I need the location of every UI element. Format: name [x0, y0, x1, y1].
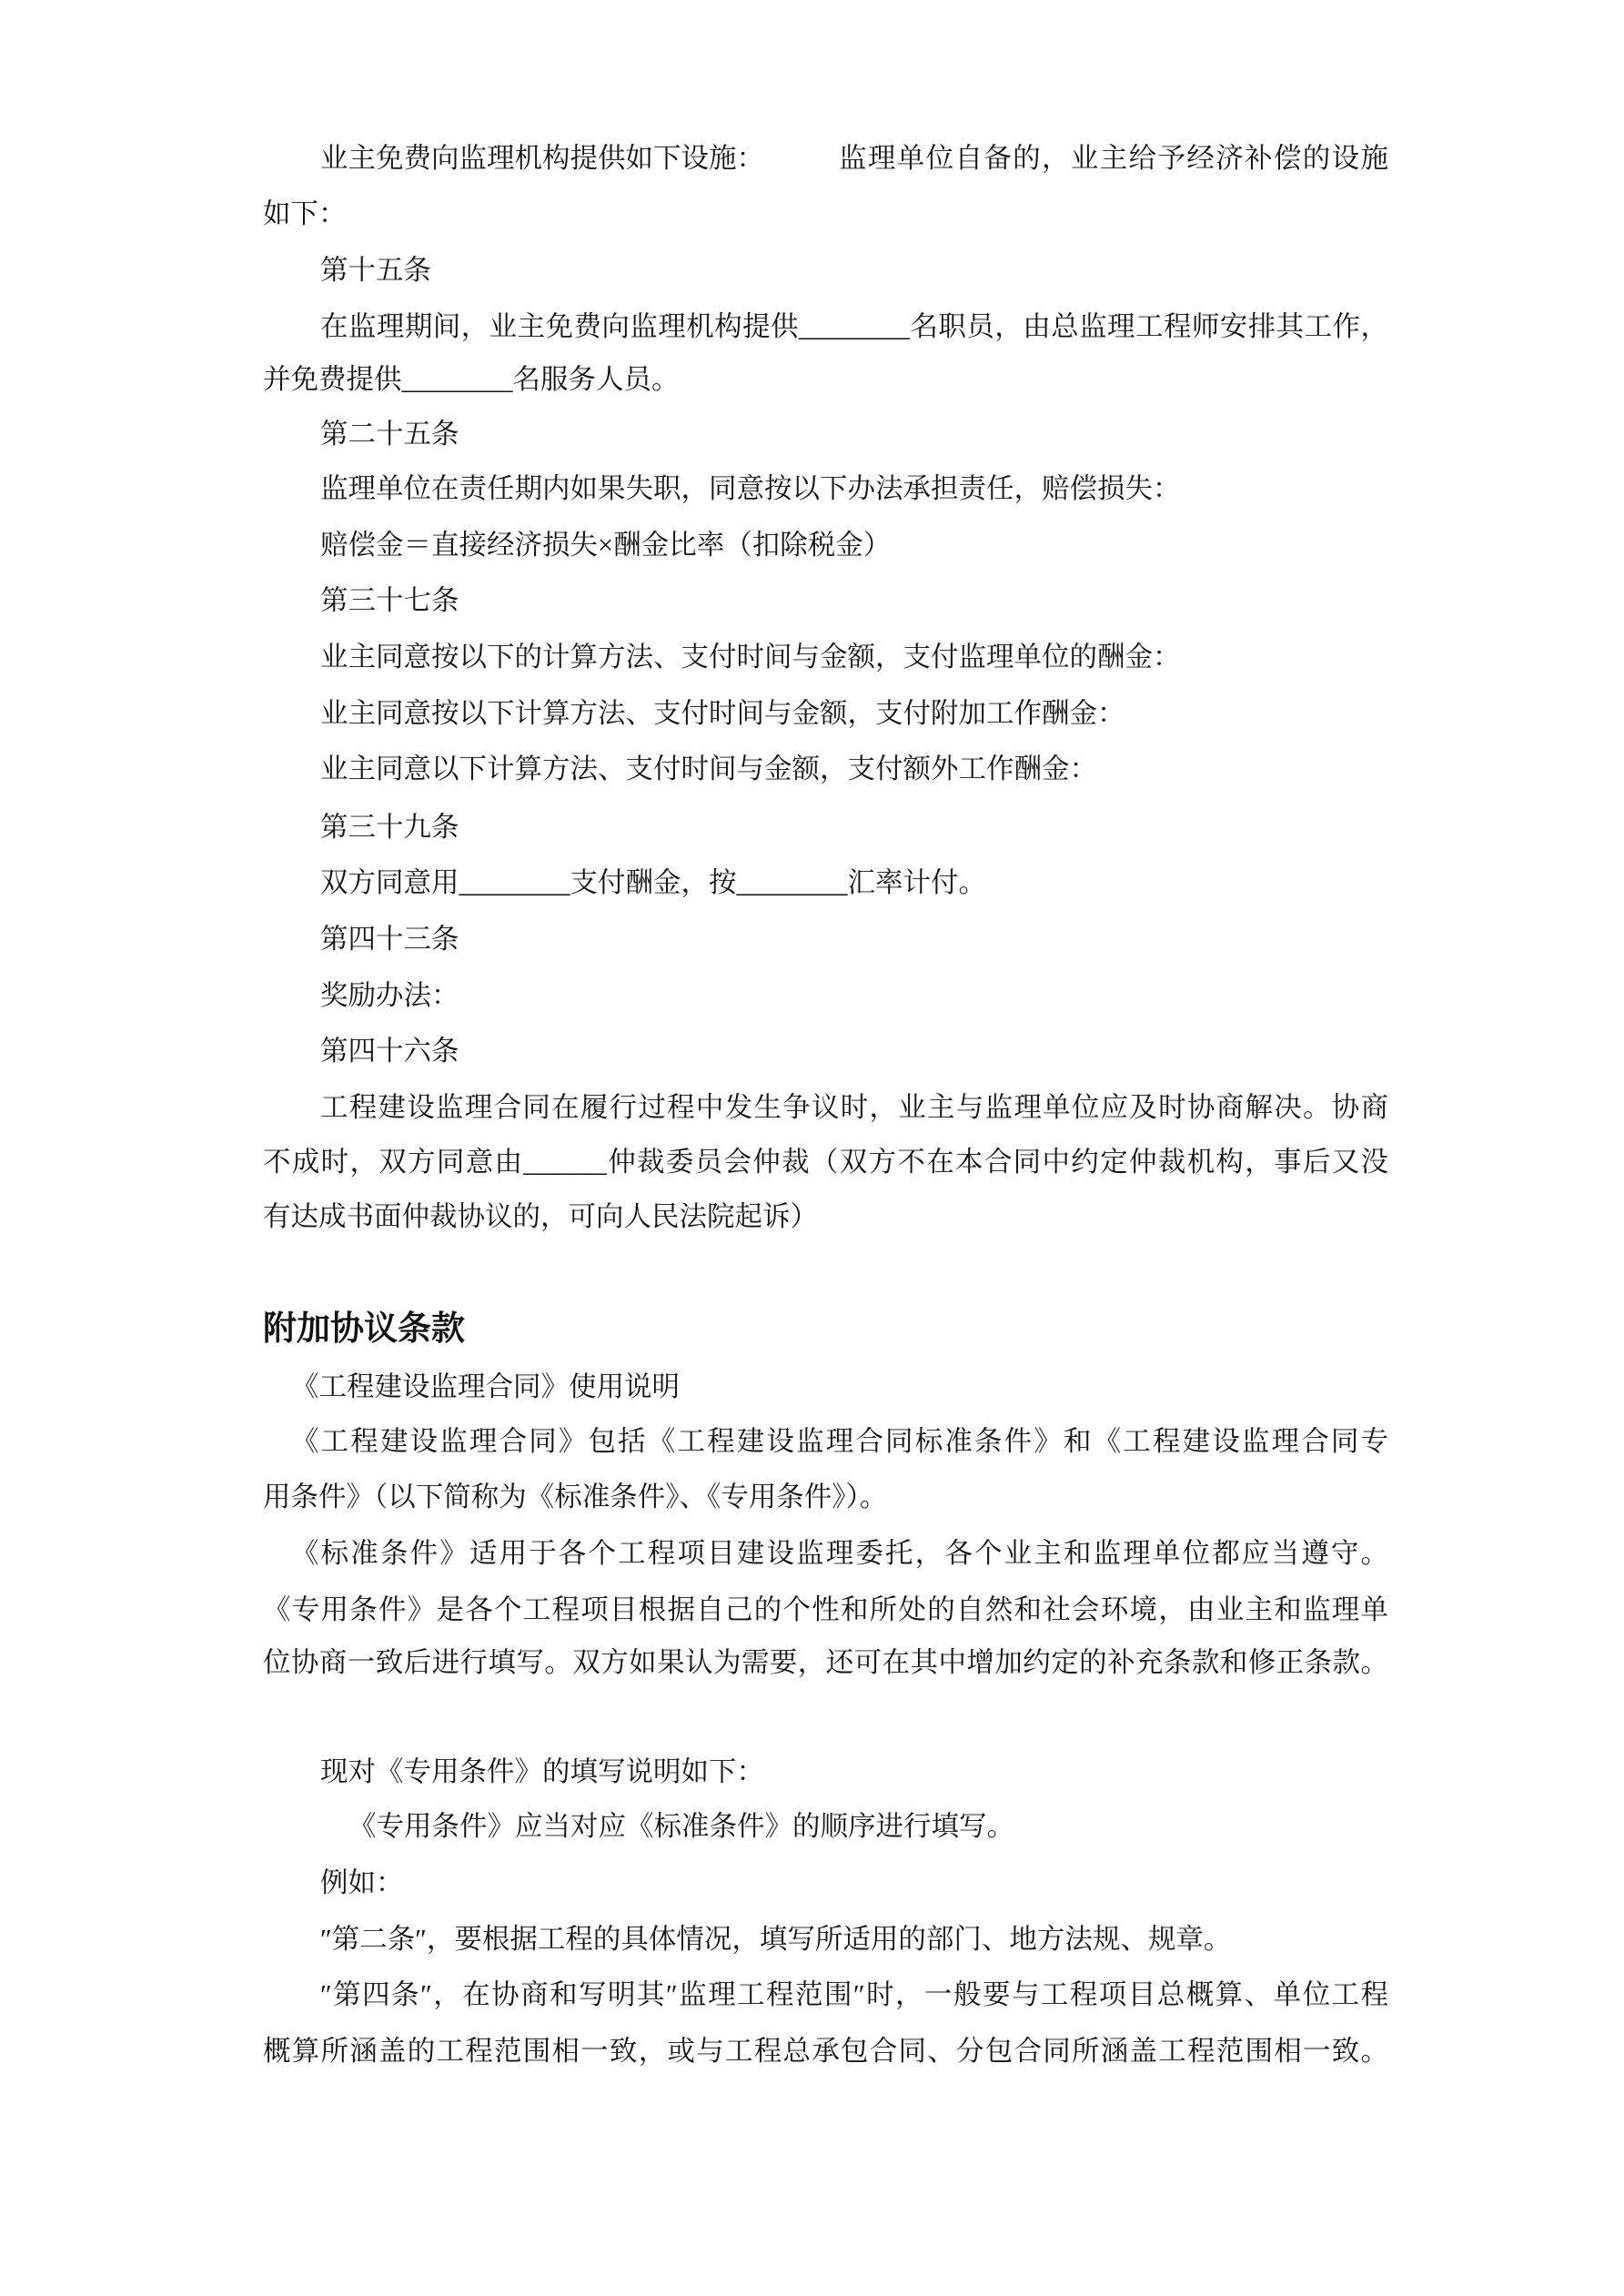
clause-number: 第十五条 — [320, 255, 431, 286]
appendix-line: ″第四条″，在协商和写明其″监理工程范围″时，一般要与工程项目总概算、单位工程 — [320, 1979, 1388, 2010]
appendix-line: 现对《专用条件》的填写说明如下： — [320, 1756, 764, 1787]
appendix-line: 《工程建设监理合同》包括《工程建设监理合同标准条件》和《工程建设监理合同专 — [291, 1426, 1388, 1457]
clause-line: 业主同意以下计算方法、支付时间与金额，支付额外工作酬金： — [320, 754, 1097, 784]
appendix-line: 用条件》（以下简称为《标准条件》、《专用条件》）。 — [263, 1482, 888, 1512]
clause-number: 第三十七条 — [320, 585, 459, 616]
clause-number: 第四十三条 — [320, 924, 459, 955]
appendix-line: ″第二条″，要根据工程的具体情况，填写所适用的部门、地方法规、规章。 — [320, 1924, 1232, 1955]
facilities-compensated-text: 监理单位自备的，业主给予经济补偿的设施 — [839, 143, 1388, 174]
clause-line: 并免费提供________名服务人员。 — [263, 364, 680, 395]
appendix-line: 例如： — [320, 1867, 404, 1898]
appendix-line: 《工程建设监理合同》使用说明 — [291, 1371, 680, 1402]
clause-line: 不成时，双方同意由______仲裁委员会仲裁（双方不在本合同中约定仲裁机构，事后又没 — [263, 1147, 1388, 1178]
appendix-line: 《专用条件》是各个工程项目根据自己的个性和所处的自然和社会环境，由业主和监理单 — [263, 1594, 1388, 1625]
clause-line: 业主同意按以下计算方法、支付时间与金额，支付附加工作酬金： — [320, 698, 1125, 729]
clause-line: 工程建设监理合同在履行过程中发生争议时，业主与监理单位应及时协商解决。协商 — [320, 1092, 1388, 1123]
clause-line: 奖励办法： — [320, 980, 459, 1011]
clause-number: 第四十六条 — [320, 1036, 459, 1067]
clause-line: 有达成书面仲裁协议的，可向人民法院起诉） — [263, 1201, 818, 1232]
appendix-line: 位协商一致后进行填写。双方如果认为需要，还可在其中增加约定的补充条款和修正条款。 — [263, 1647, 1388, 1678]
appendix-line: 《专用条件》应当对应《标准条件》的顺序进行填写。 — [348, 1811, 1014, 1842]
appendix-line: 概算所涵盖的工程范围相一致，或与工程总承包合同、分包合同所涵盖工程范围相一致。 — [263, 2036, 1388, 2067]
compensation-formula: 赔偿金＝直接经济损失×酬金比率（扣除税金） — [320, 530, 892, 561]
section-heading: 附加协议条款 — [263, 1310, 465, 1347]
clause-line: 双方同意用________支付酬金，按________汇率计付。 — [320, 867, 986, 898]
facilities-continuation-text: 如下： — [263, 198, 347, 229]
appendix-line: 《标准条件》适用于各个工程项目建设监理委托，各个业主和监理单位都应当遵守。 — [291, 1538, 1388, 1569]
clause-line: 业主同意按以下的计算方法、支付时间与金额，支付监理单位的酬金： — [320, 642, 1181, 673]
facilities-provided-text: 业主免费向监理机构提供如下设施： — [320, 143, 764, 174]
clause-line: 在监理期间，业主免费向监理机构提供________名职员，由总监理工程师安排其工作， — [320, 311, 1388, 342]
clause-number: 第三十九条 — [320, 812, 459, 843]
clause-number: 第二十五条 — [320, 419, 459, 450]
clause-line: 监理单位在责任期内如果失职，同意按以下办法承担责任，赔偿损失： — [320, 473, 1181, 504]
